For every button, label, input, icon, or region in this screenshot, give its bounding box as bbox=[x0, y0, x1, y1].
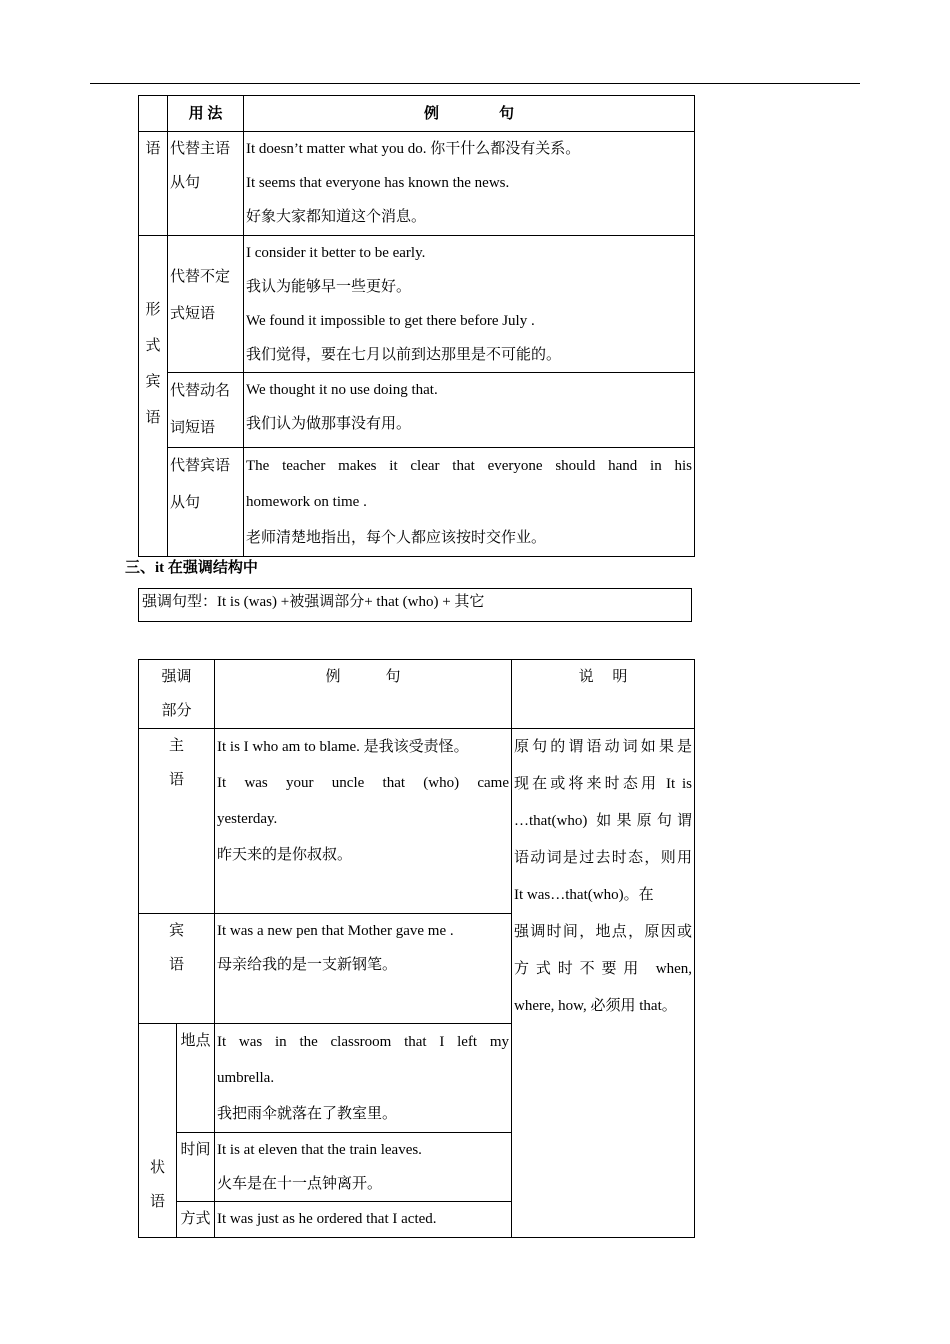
place-label: 地点 bbox=[177, 1024, 215, 1133]
place-examples: It was in the classroom that I left my umbrella. 我把雨伞就落在了教室里。 bbox=[215, 1024, 512, 1133]
it-usage-table bbox=[138, 95, 695, 557]
header-example: 例 句 bbox=[215, 660, 512, 729]
clause-examples: The teacher makes it clear that everyone should hand in his homework on time . 老师清楚地指出，每个人都应该按时交作业。 bbox=[244, 448, 695, 557]
note-cell: 原句的谓语动词如果是 现在或将来时态用 It is …that(who) 如果原句谓 语动词是过去时态，则用 It was…that(who)。在 强调时间，地点，原因或 方式时不要用 when, where, how, 必须用 that。 bbox=[512, 729, 695, 1238]
section-heading: 三、it 在强调结构中 bbox=[125, 560, 258, 576]
emphasis-pattern: 强调句型：It is (was) +被强调部分+ that (who) + 其它 bbox=[138, 588, 692, 622]
manner-label: 方式 bbox=[177, 1202, 215, 1238]
subject-label: 主 语 bbox=[139, 729, 215, 914]
subject-examples: It is I who am to blame. 是我该受责怪。 It was your uncle that (who) came yesterday. 昨天来的是你叔叔。 bbox=[215, 729, 512, 914]
top-rule bbox=[90, 83, 860, 84]
header-part: 强调 部分 bbox=[139, 660, 215, 729]
emphasis-table bbox=[138, 659, 695, 1238]
infinitive-usage: 代替不定 式短语 bbox=[168, 236, 244, 373]
clause-usage: 代替宾语 从句 bbox=[168, 448, 244, 557]
formal-object-mark: 形 式 宾 语 bbox=[139, 236, 168, 557]
manner-examples: It was just as he ordered that I acted. bbox=[215, 1202, 512, 1238]
header-note: 说 明 bbox=[512, 660, 695, 729]
object-label: 宾 语 bbox=[139, 914, 215, 1024]
time-label: 时间 bbox=[177, 1133, 215, 1202]
subject-examples: It doesn’t matter what you do. 你干什么都没有关系。 It seems that everyone has known the news. 好象大家都知道这个消息。 bbox=[244, 132, 695, 236]
gerund-examples: We thought it no use doing that. 我们认为做那事没有用。 bbox=[244, 373, 695, 448]
adverbial-label: 状 语 bbox=[139, 1024, 177, 1238]
subject-usage: 代替主语 从句 bbox=[168, 132, 244, 236]
header-usage: 用 法 bbox=[168, 96, 244, 132]
time-examples: It is at eleven that the train leaves. 火车是在十一点钟离开。 bbox=[215, 1133, 512, 1202]
gerund-usage: 代替动名 词短语 bbox=[168, 373, 244, 448]
infinitive-examples: I consider it better to be early. 我认为能够早一些更好。 We found it impossible to get there before July . 我们觉得，要在七月以前到达那里是不可能的。 bbox=[244, 236, 695, 373]
header-example: 例 句 bbox=[244, 96, 695, 132]
subject-mark: 语 bbox=[139, 132, 168, 236]
object-examples: It was a new pen that Mother gave me . 母亲给我的是一支新钢笔。 bbox=[215, 914, 512, 1024]
